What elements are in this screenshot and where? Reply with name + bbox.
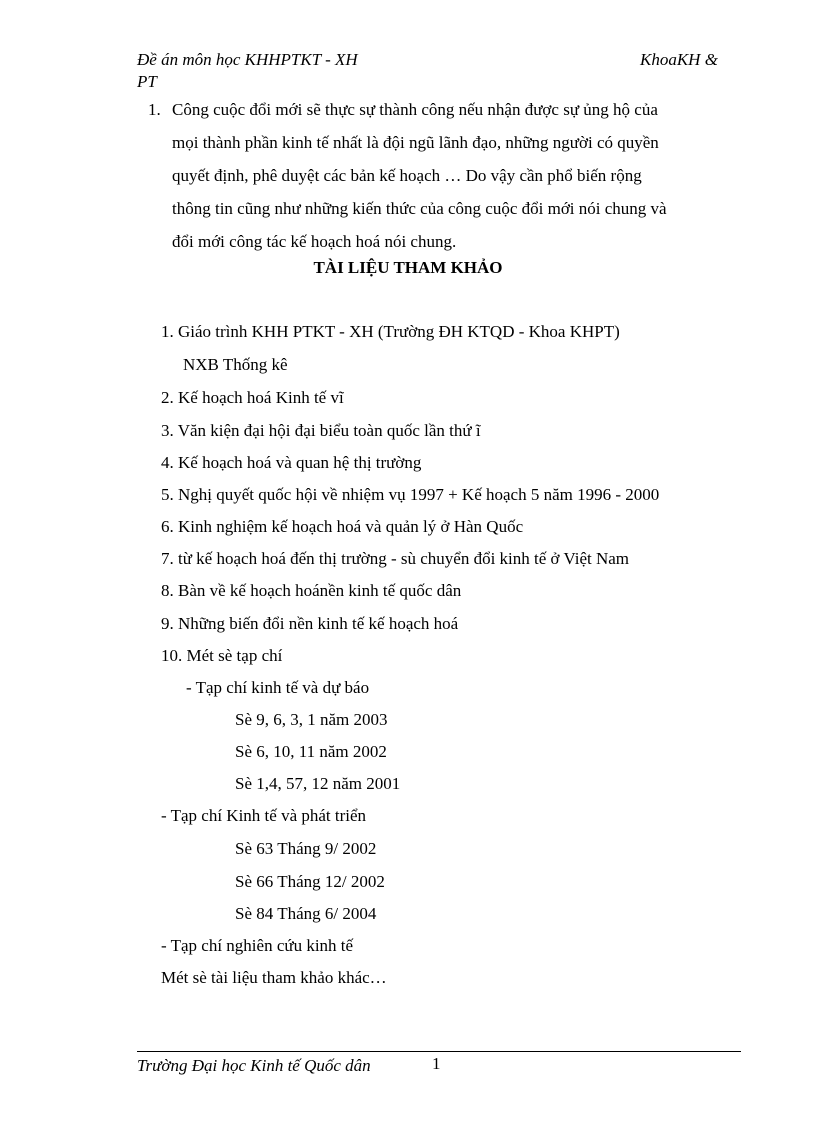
paragraph-line: mọi thành phần kinh tế nhất là đội ngũ lãnh đạo, những người có quyền (172, 133, 659, 152)
reference-item: 4. Kế hoạch hoá và quan hệ thị trường (161, 453, 422, 472)
paragraph-line: thông tin cũng như những kiến thức của công cuộc đổi mới nói chung và (172, 199, 667, 218)
header-right: KhoaKH & (640, 50, 718, 69)
references-title: TÀI LIỆU THAM KHẢO (313, 258, 503, 277)
reference-item: - Tạp chí kinh tế và dự báo (186, 678, 370, 697)
reference-item: Sè 84 Tháng 6/ 2004 (235, 904, 377, 923)
reference-item: Sè 9, 6, 3, 1 năm 2003 (235, 710, 388, 729)
reference-item: 7. từ kế hoạch hoá đến thị trường - sù chuyển đổi kinh tế ở Việt Nam (161, 549, 630, 568)
reference-item: Sè 66 Tháng 12/ 2002 (235, 872, 385, 891)
reference-item: NXB Thống kê (183, 355, 288, 374)
paragraph-line: đổi mới công tác kế hoạch hoá nói chung. (172, 232, 457, 251)
footer-rule (137, 1051, 741, 1052)
reference-item: 6. Kinh nghiệm kế hoạch hoá và quản lý ở Hàn Quốc (161, 517, 524, 536)
reference-item: Sè 63 Tháng 9/ 2002 (235, 839, 377, 858)
reference-item: Sè 6, 10, 11 năm 2002 (235, 742, 387, 761)
paragraph-line: Công cuộc đổi mới sẽ thực sự thành công nếu nhận được sự ủng hộ của (172, 100, 658, 119)
page-number: 1 (432, 1054, 441, 1073)
reference-item: 9. Những biến đổi nền kinh tế kế hoạch hoá (161, 614, 459, 633)
reference-item: 10. Mét sè tạp chí (161, 646, 283, 665)
reference-item: 3. Văn kiện đại hội đại biểu toàn quốc lần thứ ĩ (161, 421, 481, 440)
reference-item: 8. Bàn về kế hoạch hoánền kinh tế quốc dân (161, 581, 462, 600)
paragraph-number: 1. (148, 100, 161, 119)
reference-item: Mét sè tài liệu tham khảo khác… (161, 968, 387, 987)
reference-item: 2. Kế hoạch hoá Kinh tế vĩ (161, 388, 344, 407)
reference-item: Sè 1,4, 57, 12 năm 2001 (235, 774, 401, 793)
reference-item: - Tạp chí Kinh tế và phát triển (161, 806, 367, 825)
footer-text: Trường Đại học Kinh tế Quốc dân (137, 1056, 371, 1075)
reference-item: 5. Nghị quyết quốc hội về nhiệm vụ 1997 + Kế hoạch 5 năm 1996 - 2000 (161, 485, 660, 504)
reference-item: 1. Giáo trình KHH PTKT - XH (Trường ĐH KTQD - Khoa KHPT) (161, 322, 620, 341)
header-continuation: PT (137, 72, 157, 91)
header-left: Đề án môn học KHHPTKT - XH (137, 50, 358, 69)
paragraph-line: quyết định, phê duyệt các bản kế hoạch … Do vậy cần phổ biến rộng (172, 166, 642, 185)
reference-item: - Tạp chí nghiên cứu kinh tế (161, 936, 354, 955)
